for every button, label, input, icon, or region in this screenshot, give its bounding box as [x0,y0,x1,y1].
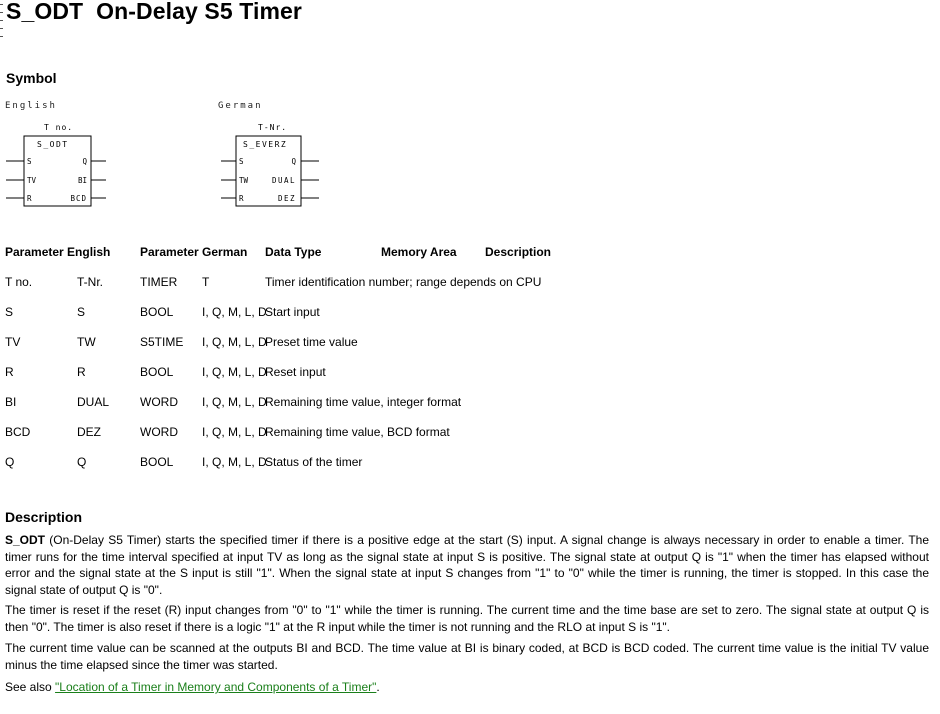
cell-description: Remaining time value, BCD format [265,425,450,439]
block-name-bold: S_ODT [5,533,46,547]
symbol-tag: T-Nr. [258,123,288,132]
edge-tick [0,12,3,13]
see-also-link[interactable]: "Location of a Timer in Memory and Components of a Timer" [55,680,377,694]
cell-description: Start input [265,305,320,319]
edge-tick [0,36,3,37]
edge-tick [0,28,3,29]
cell-description: Reset input [265,365,326,379]
header-memory-area: Memory Area [381,245,457,259]
description-paragraph-3: The current time value can be scanned at the outputs BI and BCD. The time value at BI is binary coded, at BCD is BCD coded. The current time value is the initial TV value minus the time elapsed since the timer was started. [5,641,929,672]
input-label: R [239,194,244,203]
cell-memory-area: I, Q, M, L, D [202,365,267,379]
cell-param-english: Q [5,455,15,469]
cell-data-type: WORD [140,395,178,409]
cell-param-english: S [5,305,14,319]
header-param-english: Parameter English [5,245,111,259]
edge-tick [0,4,3,5]
header-data-type: Data Type [265,245,322,259]
see-also-prefix: See also [5,680,56,694]
header-description: Description [485,245,552,259]
cell-description: Status of the timer [265,455,363,469]
cell-param-english: BI [5,395,17,409]
header-param-german: Parameter German [140,245,248,259]
cell-param-english: T no. [5,275,33,289]
cell-data-type: S5TIME [140,335,184,349]
cell-description: Preset time value [265,335,358,349]
cell-memory-area: I, Q, M, L, D [202,425,267,439]
symbol-diagram-english [0,118,120,213]
block-name: S_ODT [37,140,69,149]
cell-memory-area: I, Q, M, L, D [202,305,267,319]
input-label: R [27,194,32,203]
cell-data-type: BOOL [140,365,174,379]
cell-param-german: Q [77,455,87,469]
cell-data-type: BOOL [140,455,174,469]
cell-data-type: TIMER [140,275,178,289]
description-paragraph-1 [5,532,929,598]
output-label: DEZ [277,194,296,203]
symbol-heading: Symbol [6,70,57,86]
input-label: TV [27,176,37,185]
output-label: Q [291,157,296,166]
see-also-suffix: . [376,680,380,694]
cell-memory-area: I, Q, M, L, D [202,395,267,409]
german-label: German [218,101,263,111]
cell-param-german: DEZ [77,425,101,439]
cell-param-english: TV [5,335,21,349]
cell-data-type: WORD [140,425,178,439]
description-paragraph-2: The timer is reset if the reset (R) input changes from "0" to "1" while the timer is running. The current time and the time base are set to zero. The signal state at output Q is then "0". The timer is also reset if there is a logic "1" at the R input while the timer is not running and the RLO at input S is "1". [5,603,929,634]
cell-description: Timer identification number; range depends on CPU [265,275,542,289]
paragraph-text: (On-Delay S5 Timer) starts the specified timer if there is a positive edge at the start (S) input. A signal change is always necessary in order to enable a timer. The timer runs for the time interval specified at input TV as long as the signal state at input S is positive. The signal state at output Q is "1" when the timer has elapsed without error and the signal state at the S input is still "1". When the signal state at input S changes from "1" to "0" while the timer is running, the timer is stopped. In this case the signal state of output Q is "0". [5,533,929,597]
cell-param-german: T-Nr. [77,275,103,289]
cell-memory-area: T [202,275,210,289]
block-name: S_EVERZ [243,140,288,149]
cell-param-german: R [77,365,86,379]
input-label: S [239,157,244,166]
input-label: TW [239,176,249,185]
output-label: Q [82,157,87,166]
cell-description: Remaining time value, integer format [265,395,462,409]
symbol-diagram-german [215,118,335,213]
see-also-line [5,679,929,696]
cell-param-english: BCD [5,425,31,439]
edge-tick [0,20,3,21]
cell-param-german: S [77,305,86,319]
cell-memory-area: I, Q, M, L, D [202,455,267,469]
cell-data-type: BOOL [140,305,174,319]
cell-param-german: DUAL [77,395,110,409]
cell-memory-area: I, Q, M, L, D [202,335,267,349]
window-edge [0,0,3,714]
cell-param-english: R [5,365,14,379]
symbol-tag: T no. [44,123,74,132]
output-label: BI [77,176,87,185]
output-label: BCD [70,194,87,203]
input-label: S [27,157,32,166]
description-heading: Description [5,509,83,525]
cell-param-german: TW [77,335,96,349]
output-label: DUAL [271,176,296,185]
english-label: English [5,101,57,111]
page-title: S_ODT On-Delay S5 Timer [6,0,302,24]
